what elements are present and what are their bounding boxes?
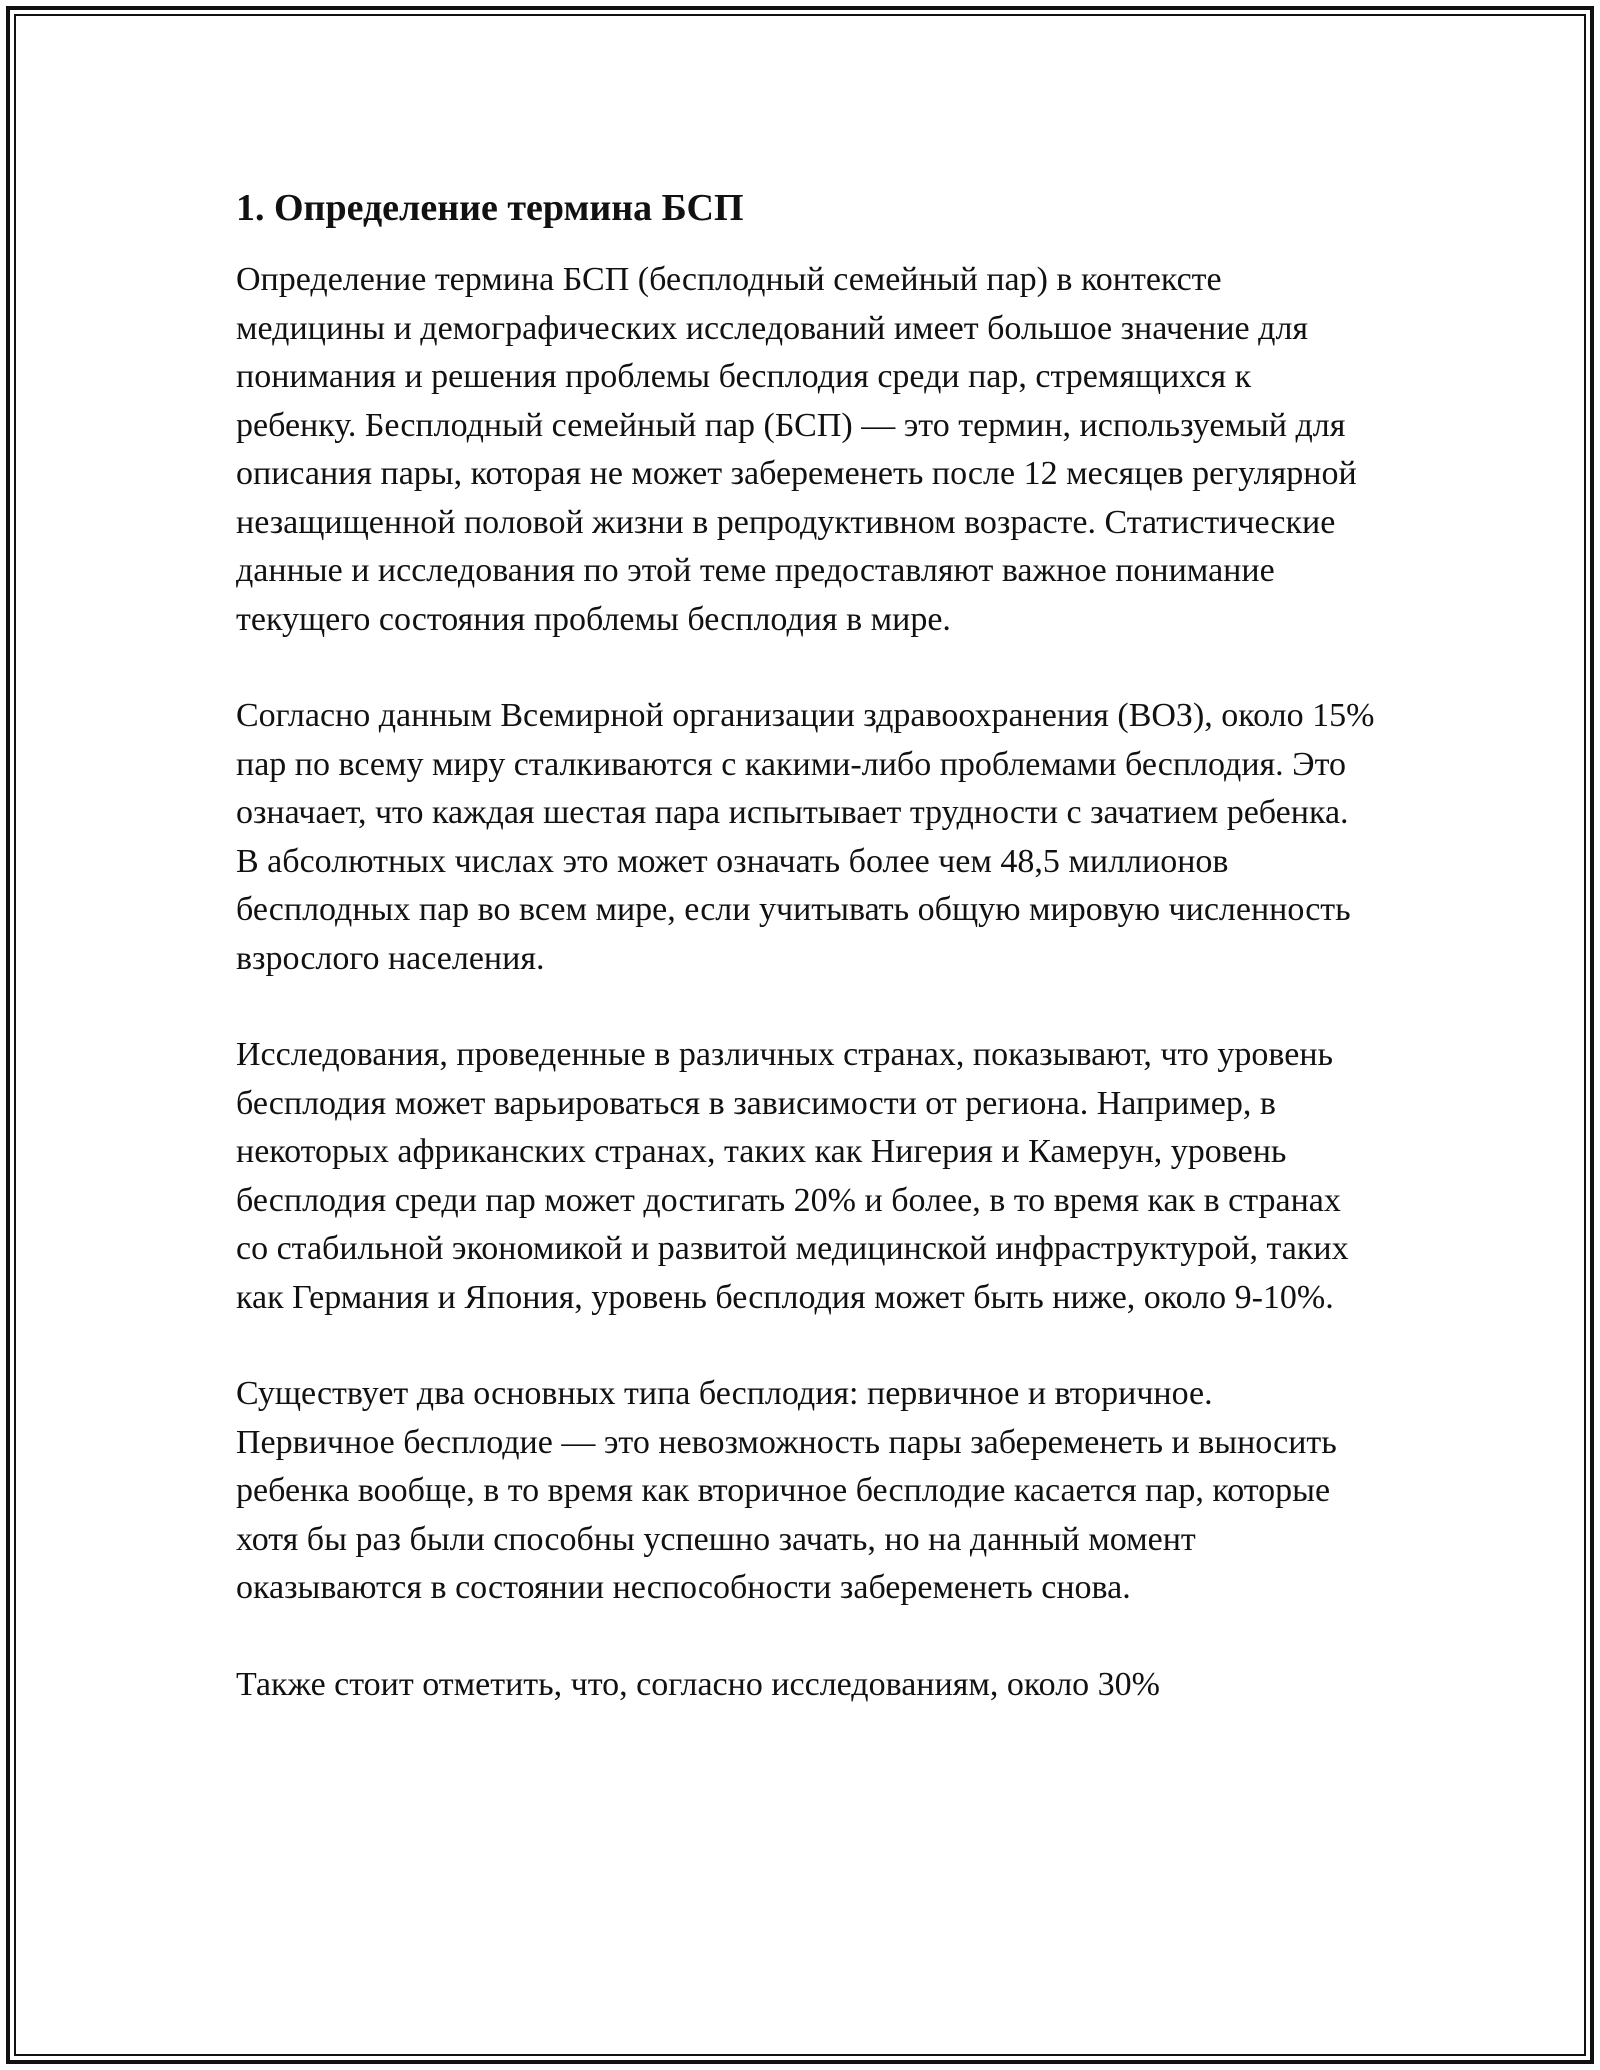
paragraph-definition: Определение термина БСП (бесплодный семейный пар) в контексте медицины и демографических исследований имеет большое значение для понимания и решения проблемы бесплодия среди пар, стремящихся к ребенку. Бесплодный семейный пар (БСП) — это термин, используемый для описания пары, которая не может забеременеть после 12 месяцев регулярной незащищенной половой жизни в репродуктивном возрасте. Статистические данные и исследования по этой теме предоставляют важное понимание текущего состояния проблемы бесплодия в мире. <box>236 261 1357 638</box>
paragraph-who-statistics: Согласно данным Всемирной организации здравоохранения (ВОЗ), около 15% пар по всему миру сталкиваются с какими-либо проблемами бесплодия. Это означает, что каждая шестая пара испытывает трудности с зачатием ребенка. В абсолютных числах это может означать более чем 48,5 миллионов бесплодных пар во всем мире, если учитывать общую мировую численность взрослого населения. <box>236 697 1375 977</box>
paragraph-infertility-types: Существует два основных типа бесплодия: первичное и вторичное. Первичное бесплодие — это невозможность пары забеременеть и выносить ребенка вообще, в то время как вторичное бесплодие касается пар, которые хотя бы раз были способны успешно зачать, но на данный момент оказываются в состоянии неспособности забеременеть снова. <box>236 1375 1337 1606</box>
section-heading: 1. Определение термина БСП <box>236 187 744 229</box>
paragraph-additional-note: Также стоит отметить, что, согласно исследованиям, около 30% <box>236 1665 1160 1703</box>
document-body <box>236 184 1376 1757</box>
paragraph-regional-variation: Исследования, проведенные в различных странах, показывают, что уровень бесплодия может варьироваться в зависимости от региона. Например, в некоторых африканских странах, таких как Нигерия и Камерун, уровень бесплодия среди пар может достигать 20% и более, в то время как в странах со стабильной экономикой и развитой медицинской инфраструктурой, таких как Германия и Япония, уровень бесплодия может быть ниже, около 9-10%. <box>236 1036 1349 1316</box>
